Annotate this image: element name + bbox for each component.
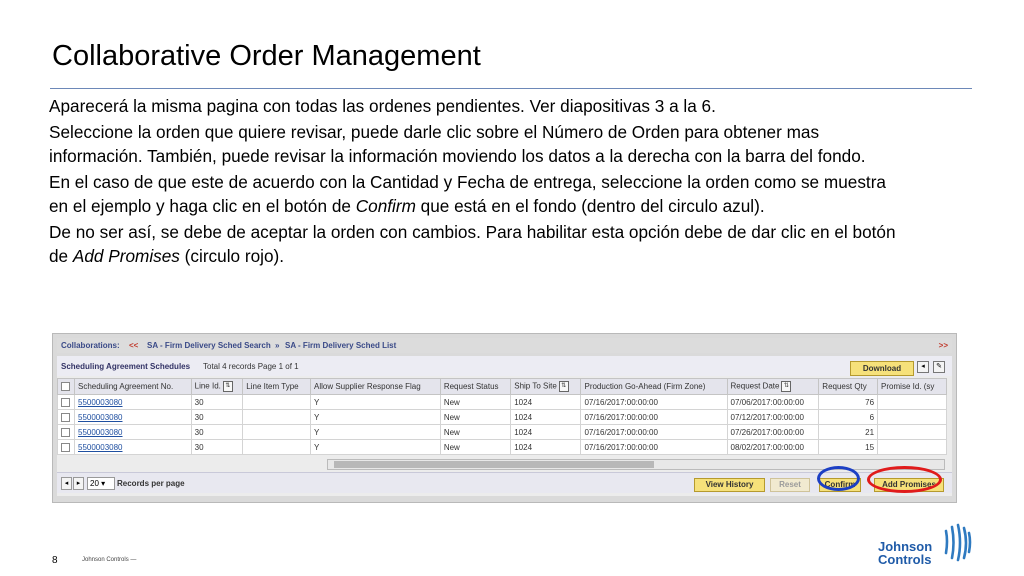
table-cell: 07/12/2017:00:00:00 — [727, 410, 819, 425]
table-cell — [878, 395, 947, 410]
confirm-highlight-circle — [817, 466, 860, 491]
table-header-row — [58, 379, 947, 395]
table-cell: 30 — [191, 440, 243, 455]
reset-button[interactable]: Reset — [770, 478, 810, 492]
column-header[interactable]: Promise Id. (sy — [878, 379, 947, 395]
table-cell: 21 — [819, 425, 878, 440]
table-cell: Y — [310, 410, 440, 425]
paragraph-3-text: En el caso de que este de acuerdo con la Cantidad y Fecha de entrega, seleccione la orden como se muestra en el ejemplo y haga clic en el botón de — [49, 172, 886, 216]
column-header[interactable]: Ship To Site ⇅ — [511, 379, 581, 395]
select-all-checkbox[interactable] — [61, 382, 70, 391]
breadcrumb — [57, 338, 952, 353]
column-header[interactable]: Request Status — [440, 379, 510, 395]
table-cell — [878, 425, 947, 440]
table-cell: 07/06/2017:00:00:00 — [727, 395, 819, 410]
slide-title: Collaborative Order Management — [52, 40, 481, 72]
table-cell: 07/16/2017:00:00:00 — [581, 440, 727, 455]
breadcrumb-forward[interactable]: >> — [938, 341, 948, 350]
table-cell: 30 — [191, 395, 243, 410]
logo-word-1: Johnson — [878, 539, 933, 554]
logo-globe-icon — [942, 523, 972, 563]
records-per-page-select[interactable]: 20 ▾ — [87, 477, 115, 490]
footer-company: Johnson Controls — — [82, 557, 137, 563]
row-select-cell[interactable] — [58, 440, 75, 455]
row-checkbox[interactable] — [61, 428, 70, 437]
table-cell: 30 — [191, 410, 243, 425]
table-cell — [243, 410, 311, 425]
row-checkbox[interactable] — [61, 443, 70, 452]
panel-title: Scheduling Agreement Schedules — [61, 362, 191, 371]
johnson-controls-logo — [878, 521, 973, 569]
paragraph-3-tail: que está en el fondo (dentro del circulo azul). — [415, 196, 765, 216]
agreement-number-link[interactable]: 5500003080 — [75, 425, 192, 440]
column-header[interactable]: Request Qty — [819, 379, 878, 395]
table-cell: New — [440, 425, 510, 440]
table-cell: 15 — [819, 440, 878, 455]
sort-icon[interactable]: ⇅ — [223, 381, 233, 392]
paragraph-4-tail: (circulo rojo). — [179, 246, 285, 266]
breadcrumb-back[interactable]: << — [129, 341, 139, 350]
previous-page-button[interactable]: ◂ — [61, 477, 72, 490]
scrollbar-thumb[interactable] — [334, 461, 654, 468]
row-checkbox[interactable] — [61, 398, 70, 407]
paragraph-3 — [49, 170, 899, 218]
download-button[interactable]: Download — [850, 361, 914, 376]
row-checkbox[interactable] — [61, 413, 70, 422]
agreement-number-link[interactable]: 5500003080 — [75, 410, 192, 425]
table-cell: 1024 — [511, 440, 581, 455]
agreement-number-link[interactable]: 5500003080 — [75, 440, 192, 455]
table-cell: 30 — [191, 425, 243, 440]
table-cell — [243, 425, 311, 440]
table-cell: New — [440, 395, 510, 410]
row-select-cell[interactable] — [58, 425, 75, 440]
breadcrumb-item-list[interactable]: SA - Firm Delivery Sched List — [285, 341, 397, 350]
row-select-cell[interactable] — [58, 410, 75, 425]
table-cell: New — [440, 410, 510, 425]
add-promises-highlight-circle — [867, 466, 942, 493]
confirm-emphasis: Confirm — [355, 196, 416, 216]
table-cell: 07/16/2017:00:00:00 — [581, 395, 727, 410]
logo-word-2: Controls — [878, 552, 932, 567]
column-header[interactable]: Line Id. ⇅ — [191, 379, 243, 395]
app-screenshot — [52, 333, 957, 503]
table-cell: Y — [310, 440, 440, 455]
agreement-number-link[interactable]: 5500003080 — [75, 395, 192, 410]
records-per-page-label: Records per page — [117, 479, 185, 488]
table-cell: Y — [310, 425, 440, 440]
panel-record-count: Total 4 records Page 1 of 1 — [203, 362, 299, 371]
table-cell: 76 — [819, 395, 878, 410]
sort-icon[interactable]: ⇅ — [559, 381, 569, 392]
table-cell: New — [440, 440, 510, 455]
view-history-button[interactable]: View History — [694, 478, 765, 492]
paragraph-2: Seleccione la orden que quiere revisar, puede darle clic sobre el Número de Orden para obtener mas información. También, puede revisar la información moviendo los datos a la derecha con la barra del fondo. — [49, 122, 866, 166]
column-header[interactable]: Production Go-Ahead (Firm Zone) — [581, 379, 727, 395]
table-row[interactable] — [58, 440, 947, 455]
paragraph-4-text: De no ser así, se debe de aceptar la orden con cambios. Para habilitar esta opción debe de dar clic en el botón de — [49, 222, 896, 266]
breadcrumb-item-search[interactable]: SA - Firm Delivery Sched Search — [147, 341, 271, 350]
page-number: 8 — [52, 555, 58, 566]
panel-header — [57, 356, 952, 376]
column-header[interactable]: Line Item Type — [243, 379, 311, 395]
table-cell — [878, 440, 947, 455]
column-header[interactable]: Scheduling Agreement No. — [75, 379, 192, 395]
table-cell: 1024 — [511, 410, 581, 425]
next-page-button[interactable]: ▸ — [73, 477, 84, 490]
table-cell: 1024 — [511, 395, 581, 410]
export-icon[interactable]: ◂ — [917, 361, 929, 373]
schedules-table — [57, 378, 947, 455]
table-cell — [243, 395, 311, 410]
table-cell: Y — [310, 395, 440, 410]
breadcrumb-separator: » — [275, 341, 280, 350]
table-row[interactable] — [58, 410, 947, 425]
slide-body — [49, 94, 899, 270]
table-row[interactable] — [58, 395, 947, 410]
table-cell: 08/02/2017:00:00:00 — [727, 440, 819, 455]
paragraph-1: Aparecerá la misma pagina con todas las ordenes pendientes. Ver diapositivas 3 a la 6. — [49, 96, 716, 116]
confirm-button[interactable]: Confirm — [819, 478, 861, 492]
table-cell: 6 — [819, 410, 878, 425]
table-cell: 07/16/2017:00:00:00 — [581, 410, 727, 425]
table-cell: 1024 — [511, 425, 581, 440]
select-all-header[interactable] — [58, 379, 75, 395]
table-cell: 07/26/2017:00:00:00 — [727, 425, 819, 440]
column-header[interactable]: Request Date ⇅ — [727, 379, 819, 395]
title-divider — [50, 88, 972, 89]
table-row[interactable] — [58, 425, 947, 440]
table-cell — [243, 440, 311, 455]
add-promises-emphasis: Add Promises — [72, 246, 180, 266]
sort-icon[interactable]: ⇅ — [781, 381, 791, 392]
breadcrumb-root: Collaborations: — [61, 341, 120, 350]
column-header[interactable]: Allow Supplier Response Flag — [310, 379, 440, 395]
paragraph-4 — [49, 220, 899, 268]
edit-icon[interactable]: ✎ — [933, 361, 945, 373]
add-promises-button[interactable]: Add Promises — [874, 478, 944, 492]
table-cell: 07/16/2017:00:00:00 — [581, 425, 727, 440]
row-select-cell[interactable] — [58, 395, 75, 410]
table-cell — [878, 410, 947, 425]
